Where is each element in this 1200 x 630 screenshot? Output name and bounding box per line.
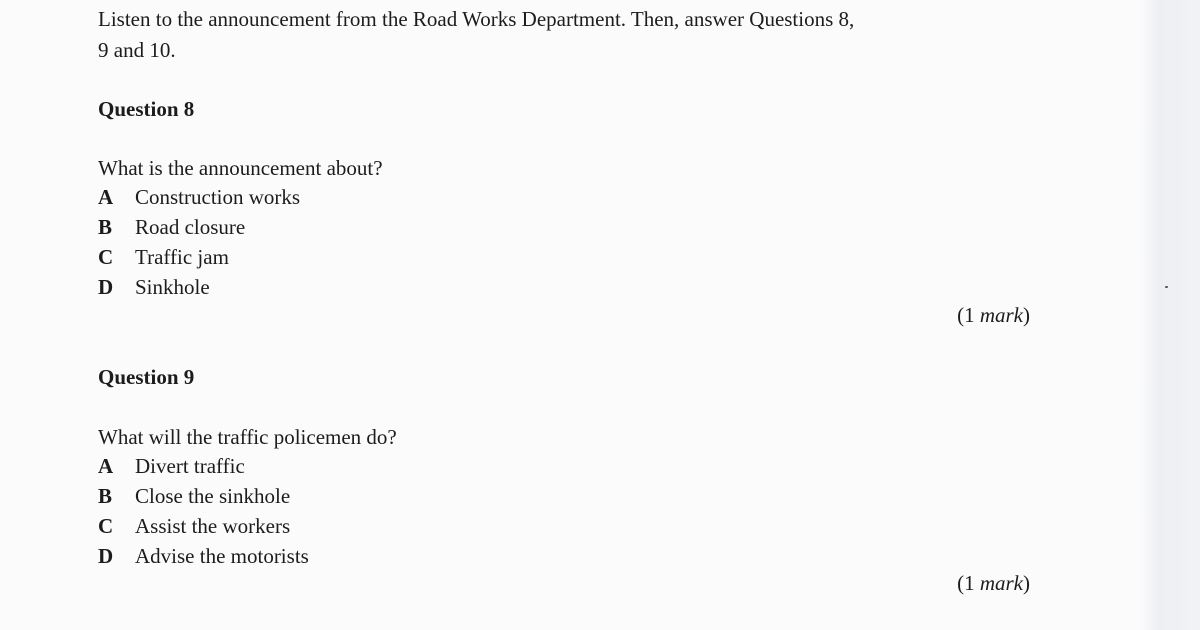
option-text: Divert traffic [135,454,245,478]
option-text: Road closure [135,215,246,239]
question-8-option-a [98,184,300,214]
instructions-line-1: Listen to the announcement from the Road Works Department. Then, answer Questions 8, [98,7,855,31]
question-8-options [98,184,300,304]
question-9-option-b [98,483,309,513]
question-8-option-c [98,244,300,274]
option-text: Assist the workers [135,514,291,538]
question-9-stem: What will the traffic policemen do? [98,425,397,449]
option-letter: C [98,245,114,269]
instructions-paragraph [98,4,1038,66]
question-9-options [98,453,309,573]
question-9-option-d [98,543,309,573]
option-letter: B [98,215,113,239]
question-9-option-c [98,513,309,543]
option-text: Construction works [135,185,301,209]
question-9-option-a [98,453,309,483]
option-letter: C [98,514,114,538]
option-letter: A [98,185,114,209]
option-text: Traffic jam [135,245,229,269]
mark-close: ) [1023,571,1030,595]
option-text: Advise the motorists [135,544,309,568]
question-9-heading: Question 9 [98,365,195,389]
option-letter: D [98,544,114,568]
question-8-option-b [98,214,300,244]
option-letter: B [98,484,113,508]
option-letter: A [98,454,114,478]
option-text: Sinkhole [135,275,210,299]
instructions-line-2: 9 and 10. [98,38,176,62]
option-letter: D [98,275,114,299]
question-8-mark [957,302,1030,328]
mark-close: ) [1023,303,1030,327]
question-9-mark [957,570,1030,596]
mark-word: mark [979,303,1023,327]
option-text: Close the sinkhole [135,484,291,508]
question-8-heading: Question 8 [98,97,195,121]
mark-open: (1 [957,303,980,327]
mark-open: (1 [957,571,980,595]
scan-speck [1165,286,1168,288]
question-8-option-d [98,274,300,304]
mark-word: mark [979,571,1023,595]
question-8-stem: What is the announcement about? [98,156,383,180]
